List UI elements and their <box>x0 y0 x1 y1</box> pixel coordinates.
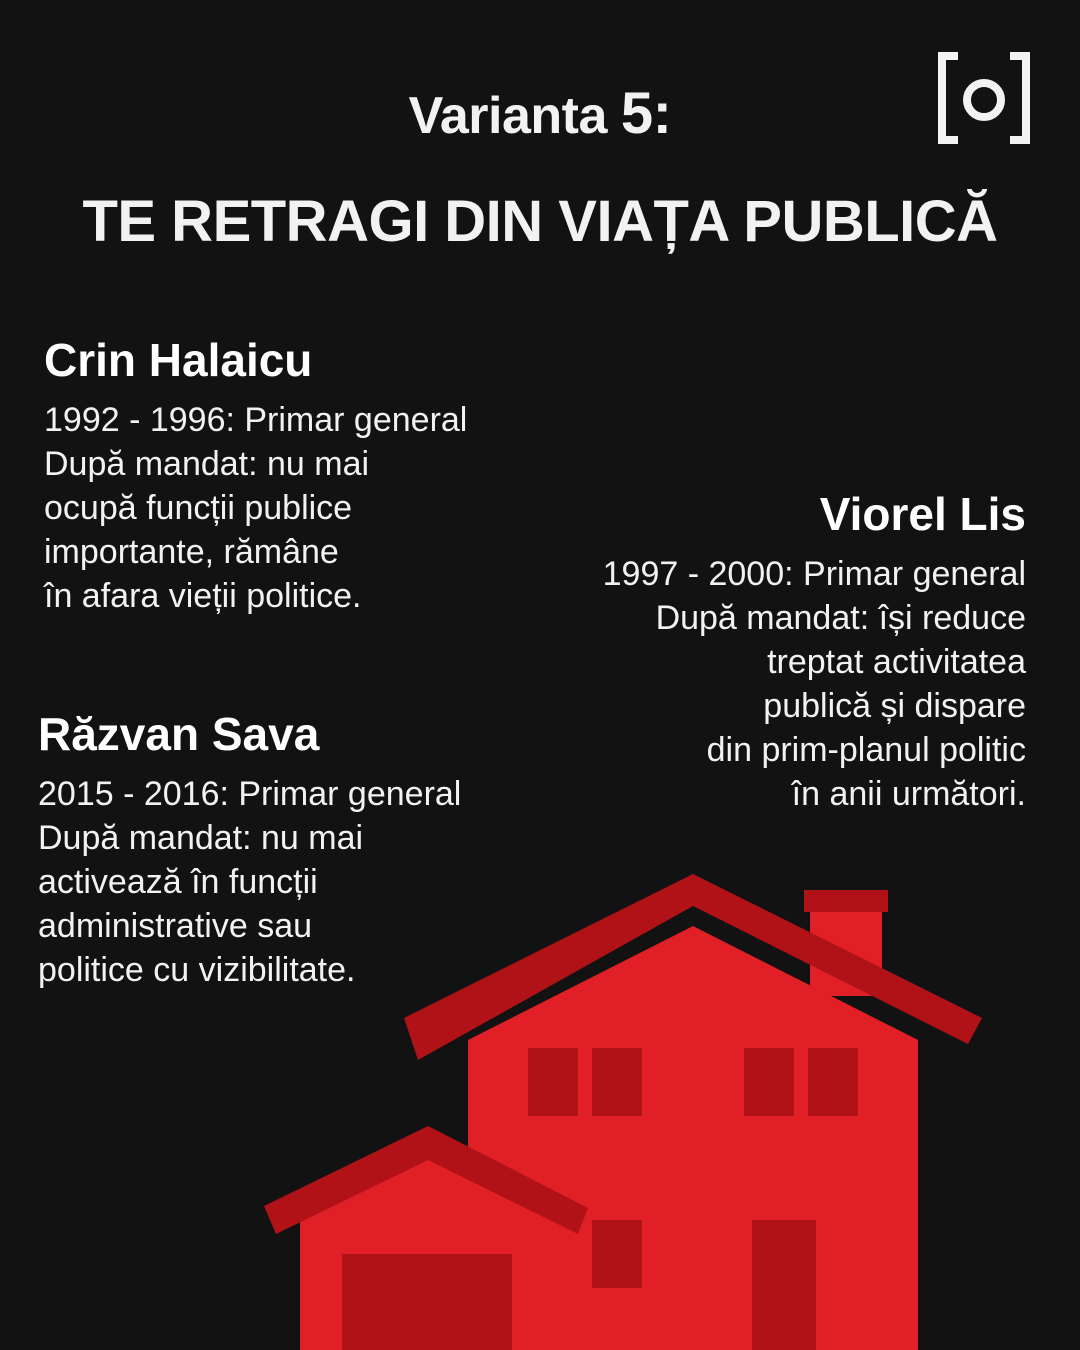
garage-door-shape <box>342 1254 512 1350</box>
window-shape <box>528 1048 578 1116</box>
person-block-crin-halaicu <box>44 332 467 618</box>
person-term: 2015 - 2016: Primar general <box>38 775 462 813</box>
chimney-cap-shape <box>804 890 888 912</box>
person-name: Crin Halaicu <box>44 334 313 386</box>
window-shape <box>744 1048 794 1116</box>
person-detail-line: politice cu vizibilitate. <box>38 951 356 989</box>
variant-subtitle <box>0 80 1080 147</box>
window-shape <box>808 1048 858 1116</box>
person-detail-line: în afara vieții politice. <box>44 577 362 615</box>
person-detail-line: treptat activitatea <box>767 643 1026 681</box>
subtitle-word: Varianta <box>408 87 607 145</box>
door-shape <box>752 1220 816 1350</box>
person-name: Răzvan Sava <box>38 708 320 760</box>
person-term: 1997 - 2000: Primar general <box>602 555 1026 593</box>
person-detail-line: ocupă funcții publice <box>44 489 353 527</box>
person-detail-line: importante, rămâne <box>44 533 339 571</box>
window-shape <box>592 1048 642 1116</box>
person-term: 1992 - 1996: Primar general <box>44 401 468 439</box>
person-detail-line: După mandat: își reduce <box>655 599 1026 637</box>
person-detail-line: După mandat: nu mai <box>38 819 364 857</box>
person-detail-line: în anii următori. <box>791 775 1026 813</box>
person-name: Viorel Lis <box>819 488 1026 540</box>
page-title: TE RETRAGI DIN VIAȚA PUBLICĂ <box>82 189 998 254</box>
subtitle-number: 5: <box>620 81 672 146</box>
person-detail-line: După mandat: nu mai <box>44 445 370 483</box>
person-detail-line: administrative sau <box>38 907 313 945</box>
window-shape <box>592 1220 642 1288</box>
person-detail-line: publică și dispare <box>763 687 1026 725</box>
person-block-viorel-lis <box>603 486 1026 816</box>
house-icon <box>250 860 1010 1350</box>
person-detail-line: din prim-planul politic <box>706 731 1026 769</box>
person-detail-line: activează în funcții <box>38 863 318 901</box>
